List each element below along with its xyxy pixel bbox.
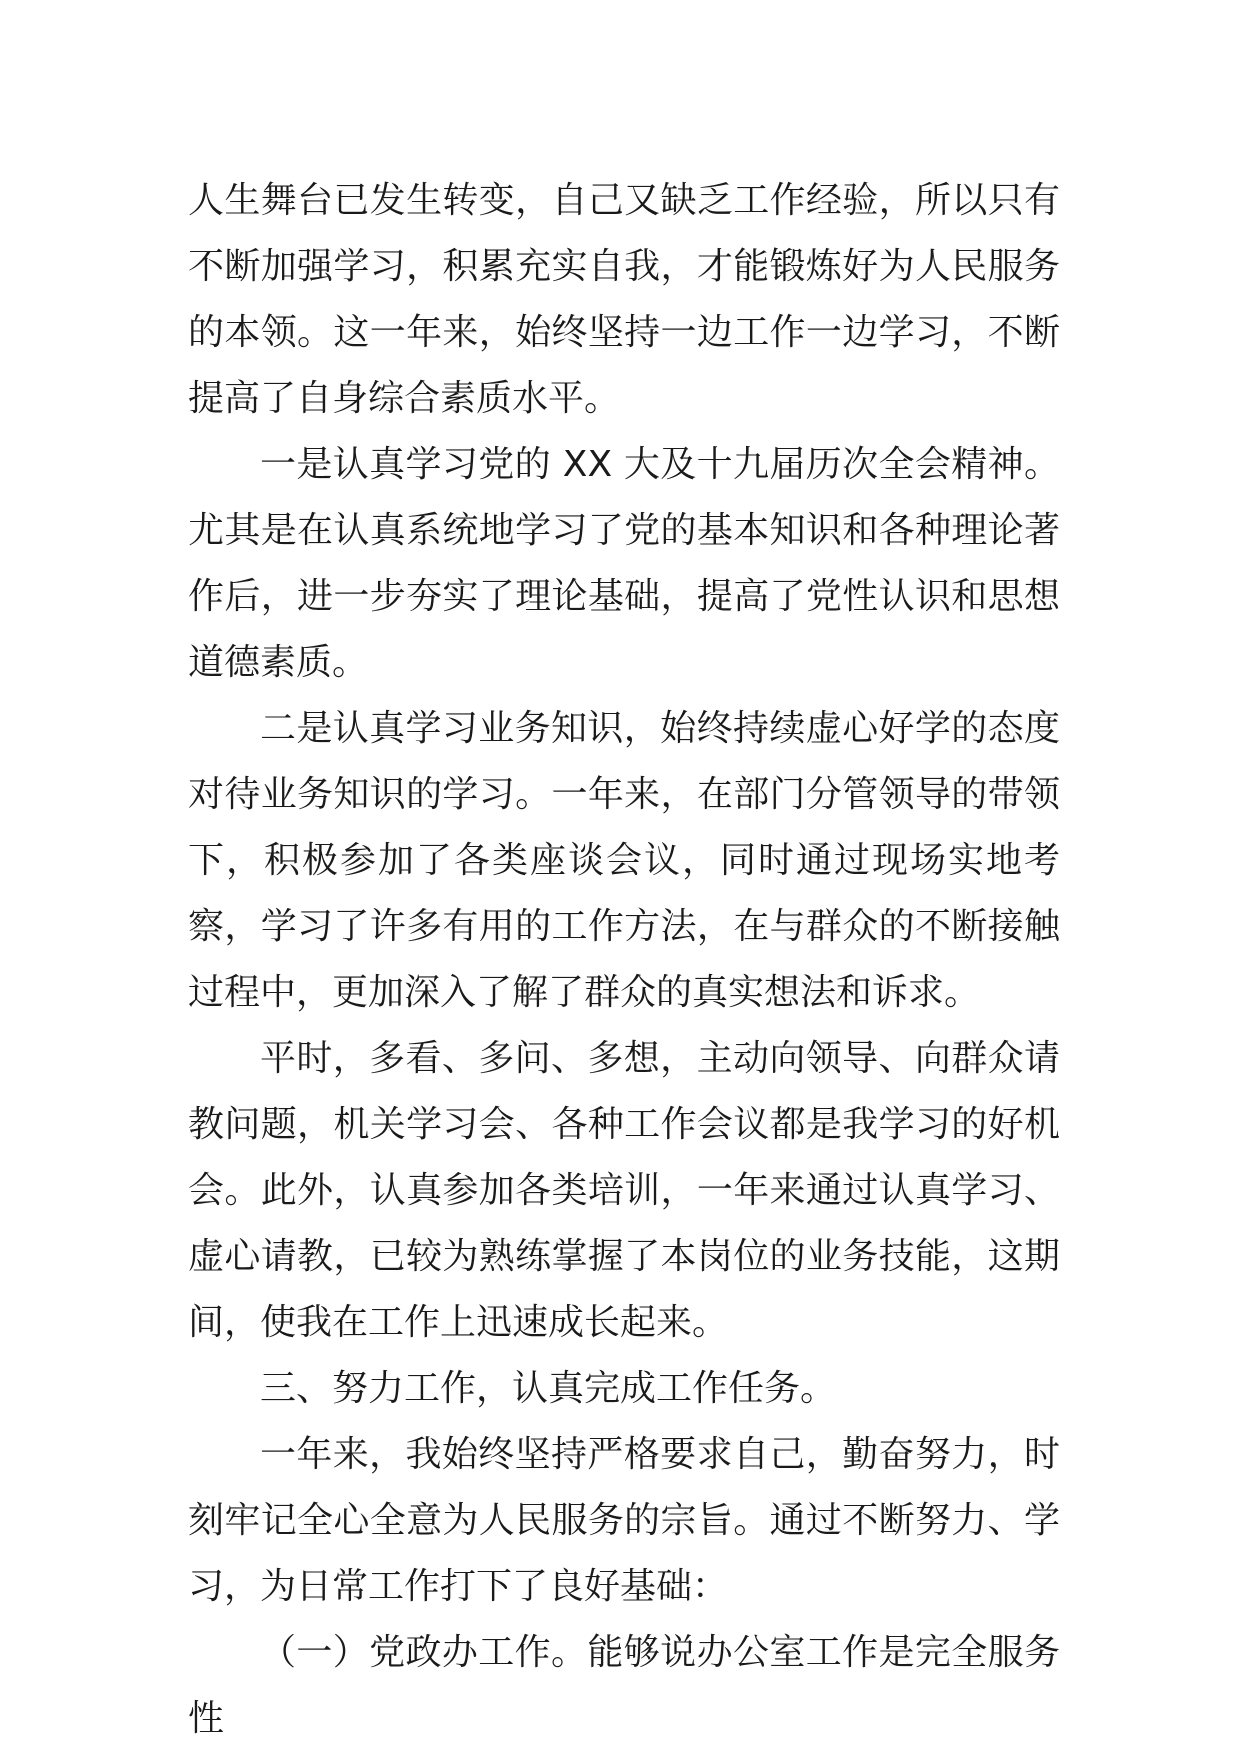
paragraph-continuation: 人生舞台已发生转变，自己又缺乏工作经验，所以只有不断加强学习，积累充实自我，才能锻炼好为人民服务的本领。这一年来，始终坚持一边工作一边学习，不断提高了自身综合素质水平。 — [188, 180, 1060, 419]
document-body — [188, 168, 1060, 1752]
paragraph-study-party-spirit: 一是认真学习党的 XX 大及十九届历次全会精神。尤其是在认真系统地学习了党的基本知识和各种理论著作后，进一步夯实了理论基础，提高了党性认识和思想道德素质。 — [188, 444, 1060, 683]
paragraph-study-business-knowledge: 二是认真学习业务知识，始终持续虚心好学的态度对待业务知识的学习。一年来，在部门分管领导的带领下，积极参加了各类座谈会议，同时通过现场实地考察，学习了许多有用的工作方法，在与群众的不断接触过程中，更加深入了解了群众的真实想法和诉求。 — [188, 708, 1060, 1013]
paragraph-work-attitude: 一年来，我始终坚持严格要求自己，勤奋努力，时刻牢记全心全意为人民服务的宗旨。通过不断努力、学习，为日常工作打下了良好基础： — [188, 1434, 1060, 1607]
section-heading-work-tasks: 三、努力工作，认真完成工作任务。 — [260, 1368, 837, 1409]
paragraph-daily-learning: 平时，多看、多问、多想，主动向领导、向群众请教问题，机关学习会、各种工作会议都是我学习的好机会。此外，认真参加各类培训，一年来通过认真学习、虚心请教，已较为熟练掌握了本岗位的业务技能，这期间，使我在工作上迅速成长起来。 — [188, 1038, 1060, 1343]
subsection-party-office-work: （一）党政办工作。能够说办公室工作是完全服务性 — [188, 1632, 1060, 1739]
